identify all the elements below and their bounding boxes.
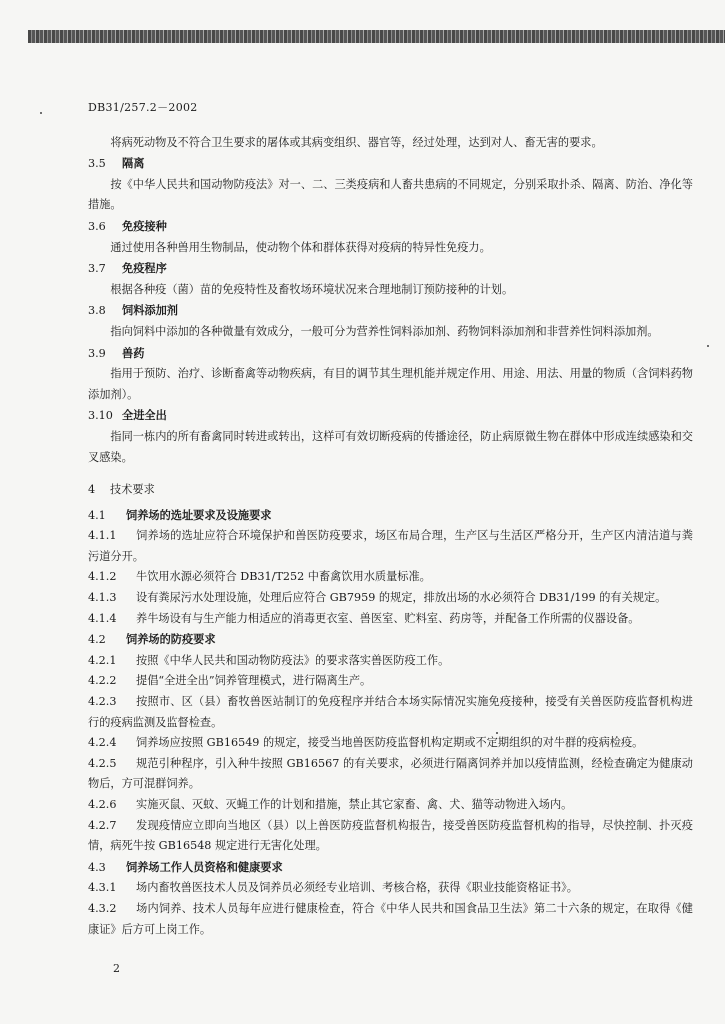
clause-number: 4.2.4 — [88, 736, 117, 750]
definition-item — [88, 258, 693, 300]
clause-number: 4.1.3 — [88, 591, 117, 605]
definition-title: 全进全出 — [122, 408, 167, 423]
definition-heading — [88, 300, 693, 322]
clause-number: 4.2.2 — [88, 674, 117, 688]
clause-text: 规范引种程序，引入种牛按照 GB16567 的有关要求，必须进行隔离饲养并加以疫情监测，经检查确定为健康动物后，方可混群饲养。 — [88, 756, 693, 791]
subsection-title: 饲养场的防疫要求 — [126, 632, 216, 647]
section-4-heading — [88, 480, 693, 501]
definition-item — [88, 153, 693, 216]
subsection-number: 4.3 — [88, 860, 106, 874]
definition-text: 通过使用各种兽用生物制品，使动物个体和群体获得对疫病的特异性免疫力。 — [110, 240, 491, 254]
clause-text: 实施灭鼠、灭蚊、灭蝇工作的计划和措施，禁止其它家畜、禽、犬、猫等动物进入场内。 — [136, 798, 573, 811]
subsection-4-3-heading — [88, 857, 693, 879]
clause — [88, 754, 693, 795]
clause-number: 4.3.1 — [88, 881, 117, 895]
clause — [88, 609, 693, 630]
definition-heading — [88, 153, 693, 175]
scan-edge-artifact — [28, 30, 725, 43]
clause-number: 4.2.6 — [88, 798, 117, 811]
definition-text: 指用于预防、治疗、诊断畜禽等动物疾病，有目的调节其生理机能并规定作用、用途、用法、用量的物质（含饲料药物添加剂）。 — [88, 367, 693, 401]
definition-title: 兽药 — [122, 345, 145, 360]
clause-text: 设有粪尿污水处理设施，处理后应符合 GB7959 的规定，排放出场的水必须符合 DB31/199 的有关规定。 — [136, 591, 667, 605]
definition-text: 指同一栋内的所有畜禽同时转进或转出，这样可有效切断疫病的传播途径，防止病原微生物在群体中形成连续感染和交叉感染。 — [88, 429, 693, 464]
definition-number: 3.6 — [88, 219, 106, 233]
definition-item — [88, 216, 693, 258]
definition-number: 3.8 — [88, 304, 106, 318]
clause — [88, 692, 693, 733]
clause-text: 场内饲养、技术人员每年应进行健康检查，符合《中华人民共和国食品卫生法》第二十六条的规定，在取得《健康证》后方可上岗工作。 — [88, 901, 693, 936]
clause — [88, 878, 693, 899]
clause-number: 4.3.2 — [88, 901, 117, 915]
definition-item — [88, 300, 693, 342]
definition-number: 3.7 — [88, 262, 106, 276]
clause — [88, 733, 693, 754]
definition-text: 按《中华人民共和国动物防疫法》对一、二、三类疫病和人畜共患病的不同规定，分别采取扑杀、隔离、防治、净化等措施。 — [88, 177, 693, 212]
definition-title: 饲料添加剂 — [122, 303, 178, 318]
definition-number: 3.9 — [88, 346, 106, 360]
definition-title: 免疫接种 — [122, 218, 167, 233]
clause-text: 按照市、区（县）畜牧兽医站制订的免疫程序并结合本场实际情况实施免疫接种，接受有关兽医防疫监督机构进行的疫病监测及监督检查。 — [88, 695, 693, 729]
clause-number: 4.2.1 — [88, 653, 117, 667]
clause-text: 饲养场应按照 GB16549 的规定，接受当地兽医防疫监督机构定期或不定期组织的对牛群的疫病检疫。 — [136, 736, 644, 750]
clause-number: 4.1.4 — [88, 611, 117, 625]
clause-text: 提倡“全进全出”饲养管理模式，进行隔离生产。 — [136, 674, 372, 688]
clause-number: 4.1.2 — [88, 570, 117, 584]
clause — [88, 816, 693, 857]
clause-text: 养牛场设有与生产能力相适应的消毒更衣室、兽医室、贮料室、药房等，并配备工作所需的仪器设备。 — [136, 611, 640, 625]
definition-item — [88, 405, 693, 468]
definition-number: 3.5 — [88, 157, 106, 171]
clause — [88, 651, 693, 672]
clause-text: 牛饮用水源必须符合 DB31/T252 中畜禽饮用水质量标准。 — [136, 570, 431, 584]
clause-text: 场内畜牧兽医技术人员及饲养员必须经专业培训、考核合格，获得《职业技能资格证书》。 — [136, 881, 578, 895]
intro-continuation: 将病死动物及不符合卫生要求的屠体或其病变组织、器官等，经过处理，达到对人、畜无害的要求。 — [110, 135, 603, 149]
speck — [40, 112, 42, 114]
subsection-4-1-heading — [88, 505, 693, 527]
standard-number-header: DB31/257.2－2002 — [88, 101, 198, 114]
definition-heading — [88, 405, 693, 427]
clause-text: 发现疫情应立即向当地区（县）以上兽医防疫监督机构报告，接受兽医防疫监督机构的指导，尽快控制、扑灭疫情，病死牛按 GB16548 规定进行无害化处理。 — [88, 818, 693, 853]
clause — [88, 588, 693, 609]
page-number: 2 — [113, 962, 120, 975]
document-page — [88, 98, 693, 940]
definition-heading — [88, 216, 693, 238]
definition-title: 免疫程序 — [122, 261, 167, 276]
subsection-4-2-heading — [88, 629, 693, 651]
clause-number: 4.2.3 — [88, 695, 117, 709]
clause-text: 饲养场的选址应符合环境保护和兽医防疫要求，场区布局合理，生产区与生活区严格分开，生产区内清洁道与粪污道分开。 — [88, 529, 693, 563]
definition-text: 指向饲料中添加的各种微量有效成分，一般可分为营养性饲料添加剂、药物饲料添加剂和非营养性饲料添加剂。 — [110, 324, 659, 338]
definition-title: 隔离 — [122, 156, 145, 171]
subsection-title: 饲养场工作人员资格和健康要求 — [126, 859, 283, 874]
clause — [88, 671, 693, 692]
subsection-number: 4.2 — [88, 633, 106, 647]
clause — [88, 526, 693, 567]
clause — [88, 567, 693, 588]
clause-number: 4.2.5 — [88, 756, 117, 770]
definition-item — [88, 343, 693, 406]
clause-number: 4.1.1 — [88, 529, 117, 543]
subsection-title: 饲养场的选址要求及设施要求 — [126, 507, 272, 522]
definition-number: 3.10 — [88, 409, 113, 423]
subsection-number: 4.1 — [88, 508, 106, 522]
clause-number: 4.2.7 — [88, 818, 117, 832]
speck — [707, 345, 709, 347]
section-title: 技术要求 — [110, 483, 155, 497]
clause — [88, 795, 693, 816]
clause — [88, 899, 693, 940]
clause-text: 按照《中华人民共和国动物防疫法》的要求落实兽医防疫工作。 — [136, 653, 450, 667]
definition-heading — [88, 343, 693, 365]
section-3-definitions — [88, 153, 693, 468]
definition-heading — [88, 258, 693, 280]
definition-text: 根据各种疫（菌）苗的免疫特性及畜牧场环境状况来合理地制订预防接种的计划。 — [110, 282, 514, 296]
section-number: 4 — [88, 483, 96, 497]
